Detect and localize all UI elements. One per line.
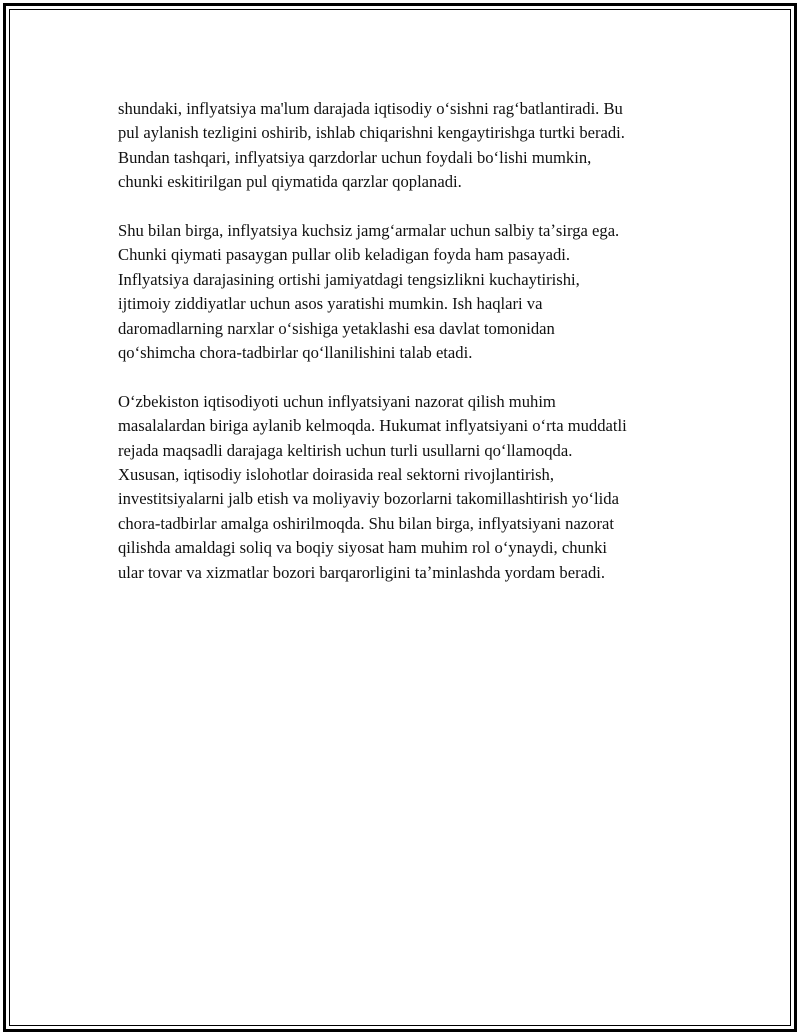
paragraph-3: Oʻzbekiston iqtisodiyoti uchun inflyatsiyani nazorat qilish muhim masalalardan biriga aylanib kelmoqda. Hukumat inflyatsiyani oʻrta muddatli rejada maqsadli darajaga keltirish uchun turli usullarni qoʻllamoqda. Xususan, iqtisodiy islohotlar doirasida real sektorni rivojlantirish, investitsiyalarni jalb etish va moliyaviy bozorlarni takomillashtirish yoʻlida chora-tadbirlar amalga oshirilmoqda. Shu bilan birga, inflyatsiyani nazorat qilishda amaldagi soliq va boqiy siyosat ham muhim rol oʻynaydi, chunki ular tovar va xizmatlar bozori barqarorligini taʼminlashda yordam beradi.	[118, 391, 627, 582]
paragraph-1: shundaki, inflyatsiya ma'lum darajada iqtisodiy oʻsishni ragʻbatlantiradi. Bu pul aylanish tezligini oshirib, ishlab chiqarishni kengaytirishga turtki beradi. Bundan tashqari, inflyatsiya qarzdorlar uchun foydali boʻlishi mumkin, chunki eskitirilgan pul qiymatida qarzlar qoplanadi.	[118, 99, 625, 192]
document-body	[118, 97, 708, 609]
paragraph-2: Shu bilan birga, inflyatsiya kuchsiz jamgʻarmalar uchun salbiy taʼsirga ega. Chunki qiymati pasaygan pullar olib keladigan foyda ham pasayadi. Inflyatsiya darajasining ortishi jamiyatdagi tengsizlikni kuchaytirishi, ijtimoiy ziddiyatlar uchun asos yaratishi mumkin. Ish haqlari va daromadlarning narxlar oʻsishiga yetaklashi esa davlat tomonidan qoʻshimcha chora-tadbirlar qoʻllanilishini talab etadi.	[118, 221, 620, 363]
page-border	[3, 3, 797, 1032]
